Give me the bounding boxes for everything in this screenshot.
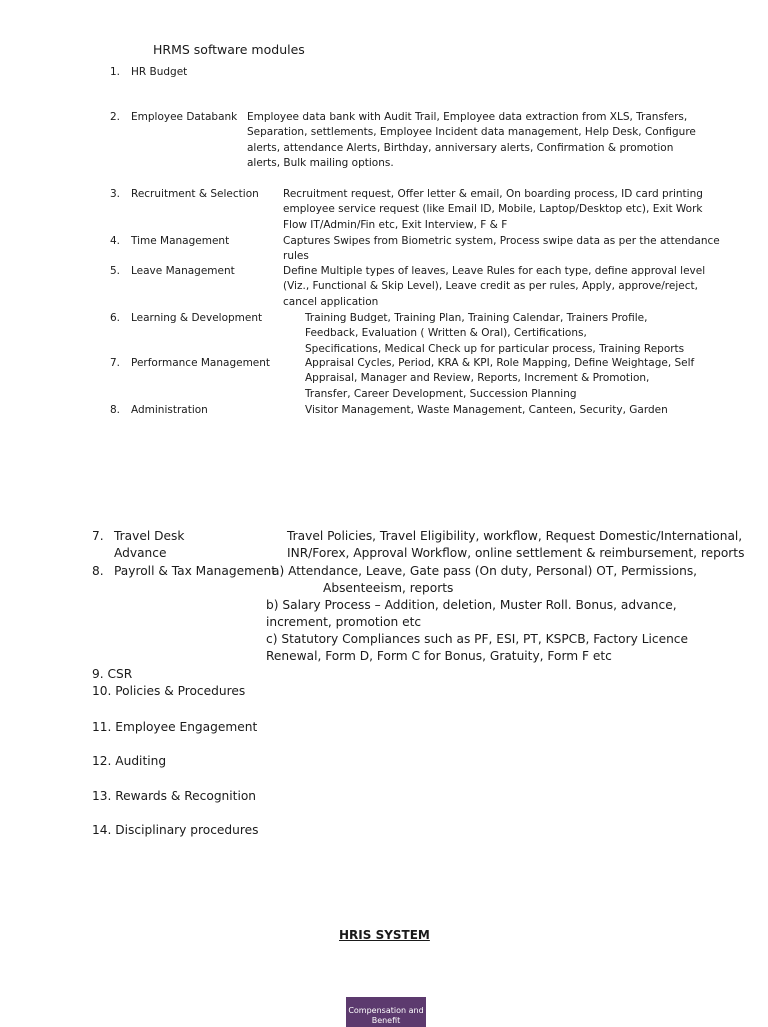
description-line: INR/Forex, Approval Workflow, online settlement & reimbursement, reports <box>287 546 745 560</box>
description-line: Training Budget, Training Plan, Training Calendar, Trainers Profile, <box>305 312 648 324</box>
description-line: Separation, settlements, Employee Incident data management, Help Desk, Configure <box>247 126 696 139</box>
list-item: 12. Auditing <box>92 754 167 768</box>
description-line: a) Attendance, Leave, Gate pass (On duty, Personal) OT, Permissions, <box>272 564 698 578</box>
module-number: 8. <box>110 404 121 416</box>
module-name: Performance Management <box>131 357 271 369</box>
module-name: Leave Management <box>131 265 235 277</box>
module-name: Payroll & Tax Management <box>114 564 276 578</box>
diagram-box-label: Compensation and Benefit <box>348 1006 424 1025</box>
description-line: Transfer, Career Development, Succession Planning <box>305 387 577 400</box>
description-line: Feedback, Evaluation ( Written & Oral), Certifications, <box>305 327 587 340</box>
description-line: Flow IT/Admin/Fin etc, Exit Interview, F & F <box>283 218 508 231</box>
module-number: 4. <box>110 235 121 247</box>
module-number: 3. <box>110 188 121 200</box>
description-line: Absenteeism, reports <box>323 581 454 595</box>
module-description <box>305 403 668 418</box>
list-item: 11. Employee Engagement <box>92 720 258 734</box>
description-line: Specifications, Medical Check up for particular process, Training Reports <box>305 342 685 355</box>
description-line: (Viz., Functional & Skip Level), Leave credit as per rules, Apply, approve/reject, <box>283 280 698 293</box>
description-line: b) Salary Process – Addition, deletion, Muster Roll. Bonus, advance, <box>266 598 677 612</box>
description-line: alerts, Bulk mailing options. <box>247 156 394 169</box>
module-description <box>283 234 720 265</box>
module-number: 7. <box>92 529 104 543</box>
section-heading: HRIS SYSTEM <box>339 928 430 942</box>
module-name: HR Budget <box>131 66 188 78</box>
description-line: Employee data bank with Audit Trail, Employee data extraction from XLS, Transfers, <box>247 111 688 123</box>
module-description <box>305 311 684 357</box>
module-description <box>283 187 703 233</box>
description-line: cancel application <box>283 295 379 308</box>
list-item: 10. Policies & Procedures <box>92 684 246 698</box>
list-item: 13. Rewards & Recognition <box>92 789 257 803</box>
module-description <box>305 356 694 402</box>
module-name: Travel Desk <box>114 529 185 543</box>
module-number: 6. <box>110 312 121 324</box>
module-name: Advance <box>114 546 167 560</box>
diagram-box <box>346 997 426 1027</box>
description-line: rules <box>283 250 309 263</box>
list-item: 9. CSR <box>92 667 133 681</box>
description-line: Define Multiple types of leaves, Leave Rules for each type, define approval level <box>283 265 706 277</box>
module-number: 1. <box>110 66 121 78</box>
module-name: Recruitment & Selection <box>131 188 259 200</box>
description-line: Recruitment request, Offer letter & email, On boarding process, ID card printing <box>283 188 703 200</box>
module-number: 8. <box>92 564 104 578</box>
description-line: Appraisal Cycles, Period, KRA & KPI, Role Mapping, Define Weightage, Self <box>305 357 695 369</box>
module-name: Learning & Development <box>131 312 263 324</box>
description-line: Renewal, Form D, Form C for Bonus, Gratuity, Form F etc <box>266 649 612 663</box>
description-line: employee service request (like Email ID, Mobile, Laptop/Desktop etc), Exit Work <box>283 203 703 216</box>
module-number: 7. <box>110 357 121 369</box>
module-name: Time Management <box>131 235 230 247</box>
module-name: Employee Databank <box>131 111 238 123</box>
description-line: Appraisal, Manager and Review, Reports, Increment & Promotion, <box>305 372 650 385</box>
module-name: Administration <box>131 404 208 416</box>
description-line: c) Statutory Compliances such as PF, ESI, PT, KSPCB, Factory Licence <box>266 632 688 646</box>
module-description <box>283 264 705 310</box>
list-item: 14. Disciplinary procedures <box>92 823 259 837</box>
description-line: Captures Swipes from Biometric system, Process swipe data as per the attendance <box>283 235 720 247</box>
module-description <box>247 110 696 171</box>
document-title: HRMS software modules <box>153 42 305 57</box>
module-number: 2. <box>110 111 121 123</box>
description-line: alerts, attendance Alerts, Birthday, anniversary alerts, Confirmation & promotion <box>247 141 674 154</box>
module-number: 5. <box>110 265 121 277</box>
description-line: Travel Policies, Travel Eligibility, workflow, Request Domestic/International, <box>287 529 743 543</box>
description-line: increment, promotion etc <box>266 615 422 629</box>
description-line: Visitor Management, Waste Management, Canteen, Security, Garden <box>305 404 668 416</box>
